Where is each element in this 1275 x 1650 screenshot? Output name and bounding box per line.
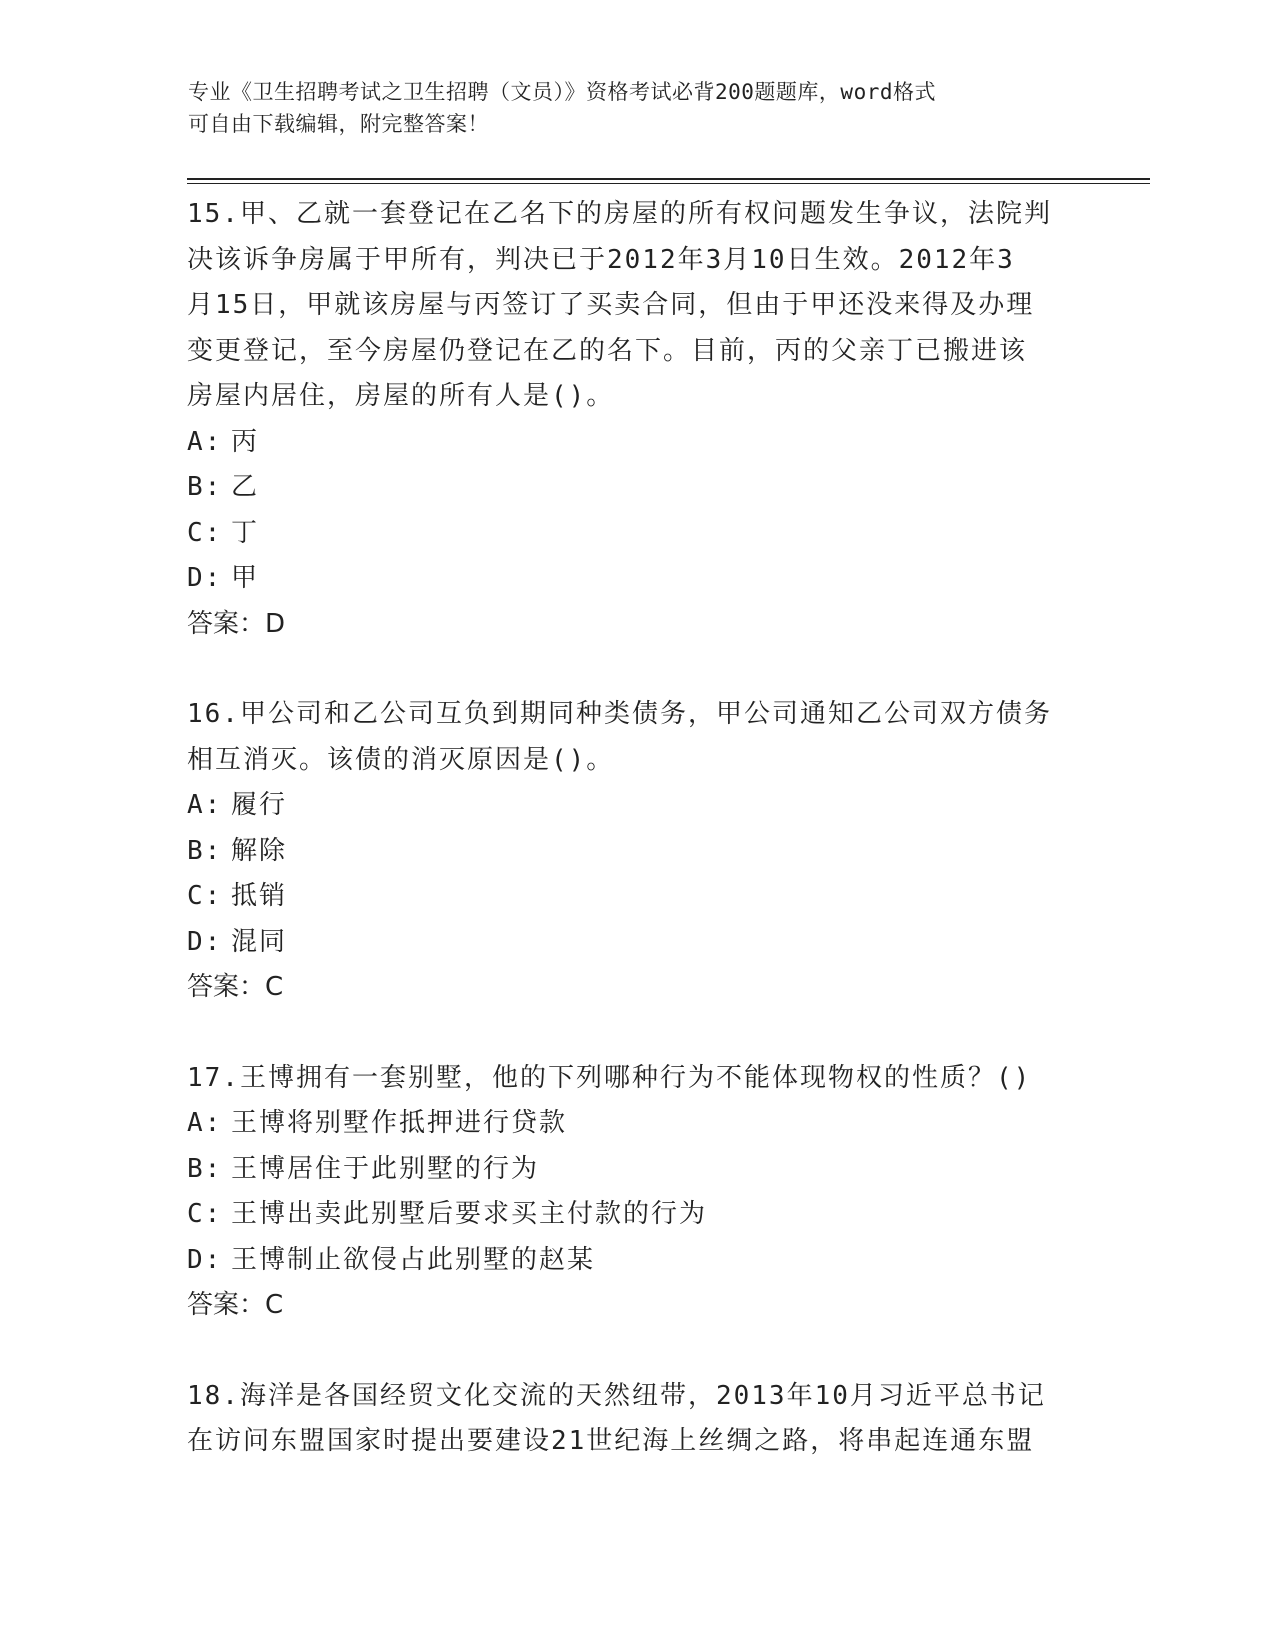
option-text: 王博出卖此别墅后要求买主付款的行为 [231, 1199, 708, 1229]
question-17 [187, 1056, 1087, 1329]
question-18 [187, 1374, 1087, 1465]
option-text: 解除 [231, 835, 288, 866]
option-letter: D: [187, 563, 223, 593]
question-text-line: 月15日，甲就该房屋与丙签订了买卖合同，但由于甲还没来得及办理 [187, 290, 1035, 320]
option-a [187, 420, 1087, 466]
question-text-line: 17.王博拥有一套别墅，他的下列哪种行为不能体现物权的性质？() [187, 1062, 1032, 1093]
option-text: 甲 [231, 563, 260, 593]
option-c [187, 1192, 1087, 1238]
option-text: 履行 [231, 790, 288, 820]
option-text: 乙 [231, 472, 260, 502]
option-letter: C: [187, 1199, 223, 1229]
answer-line: 答案：C [187, 972, 284, 1002]
question-text-line: 决该诉争房属于甲所有，判决已于2012年3月10日生效。2012年3 [187, 244, 1015, 275]
question-list [187, 192, 1087, 1510]
question-text-line: 15.甲、乙就一套登记在乙名下的房屋的所有权问题发生争议，法院判 [187, 199, 1052, 229]
header-line-1: 专业《卫生招聘考试之卫生招聘（文员）》资格考试必背200题题库，word格式 [188, 80, 936, 104]
option-b [187, 1147, 1087, 1193]
option-d [187, 556, 1087, 602]
option-text: 抵销 [231, 881, 288, 911]
question-text-line: 16.甲公司和乙公司互负到期同种类债务，甲公司通知乙公司双方债务 [187, 699, 1052, 729]
header-line-2: 可自由下载编辑，附完整答案！ [188, 112, 489, 136]
option-c [187, 874, 1087, 920]
option-letter: B: [187, 472, 223, 502]
option-text: 王博制止欲侵占此别墅的赵某 [231, 1244, 596, 1275]
option-text: 王博将别墅作抵押进行贷款 [231, 1108, 568, 1138]
question-text-line: 房屋内居住，房屋的所有人是()。 [187, 381, 615, 411]
option-letter: D: [187, 926, 223, 957]
option-d [187, 920, 1087, 966]
option-letter: C: [187, 881, 223, 911]
option-c [187, 511, 1087, 557]
option-text: 混同 [231, 926, 288, 957]
question-text-line: 变更登记，至今房屋仍登记在乙的名下。目前，丙的父亲丁已搬进该 [187, 335, 1028, 366]
option-text: 丙 [231, 426, 260, 457]
option-a [187, 1101, 1087, 1147]
option-text: 丁 [231, 517, 260, 548]
option-letter: B: [187, 1153, 223, 1184]
option-text: 王博居住于此别墅的行为 [231, 1153, 540, 1184]
option-letter: A: [187, 1108, 223, 1138]
question-15 [187, 192, 1087, 647]
question-text-line: 相互消灭。该债的消灭原因是()。 [187, 744, 615, 775]
option-letter: D: [187, 1244, 223, 1275]
header-divider-thick [187, 178, 1150, 180]
option-a [187, 783, 1087, 829]
option-letter: A: [187, 426, 223, 457]
option-b [187, 465, 1087, 511]
header-divider-thin [187, 183, 1150, 184]
document-header [188, 76, 1068, 140]
question-text-line: 18.海洋是各国经贸文化交流的天然纽带，2013年10月习近平总书记 [187, 1380, 1046, 1411]
question-16 [187, 692, 1087, 1011]
option-letter: B: [187, 835, 223, 866]
option-letter: C: [187, 517, 223, 548]
answer-line: 答案：C [187, 1290, 284, 1320]
option-d [187, 1238, 1087, 1284]
option-b [187, 829, 1087, 875]
option-letter: A: [187, 790, 223, 820]
answer-line: 答案：D [187, 608, 286, 639]
question-text-line: 在访问东盟国家时提出要建设21世纪海上丝绸之路，将串起连通东盟 [187, 1426, 1035, 1456]
